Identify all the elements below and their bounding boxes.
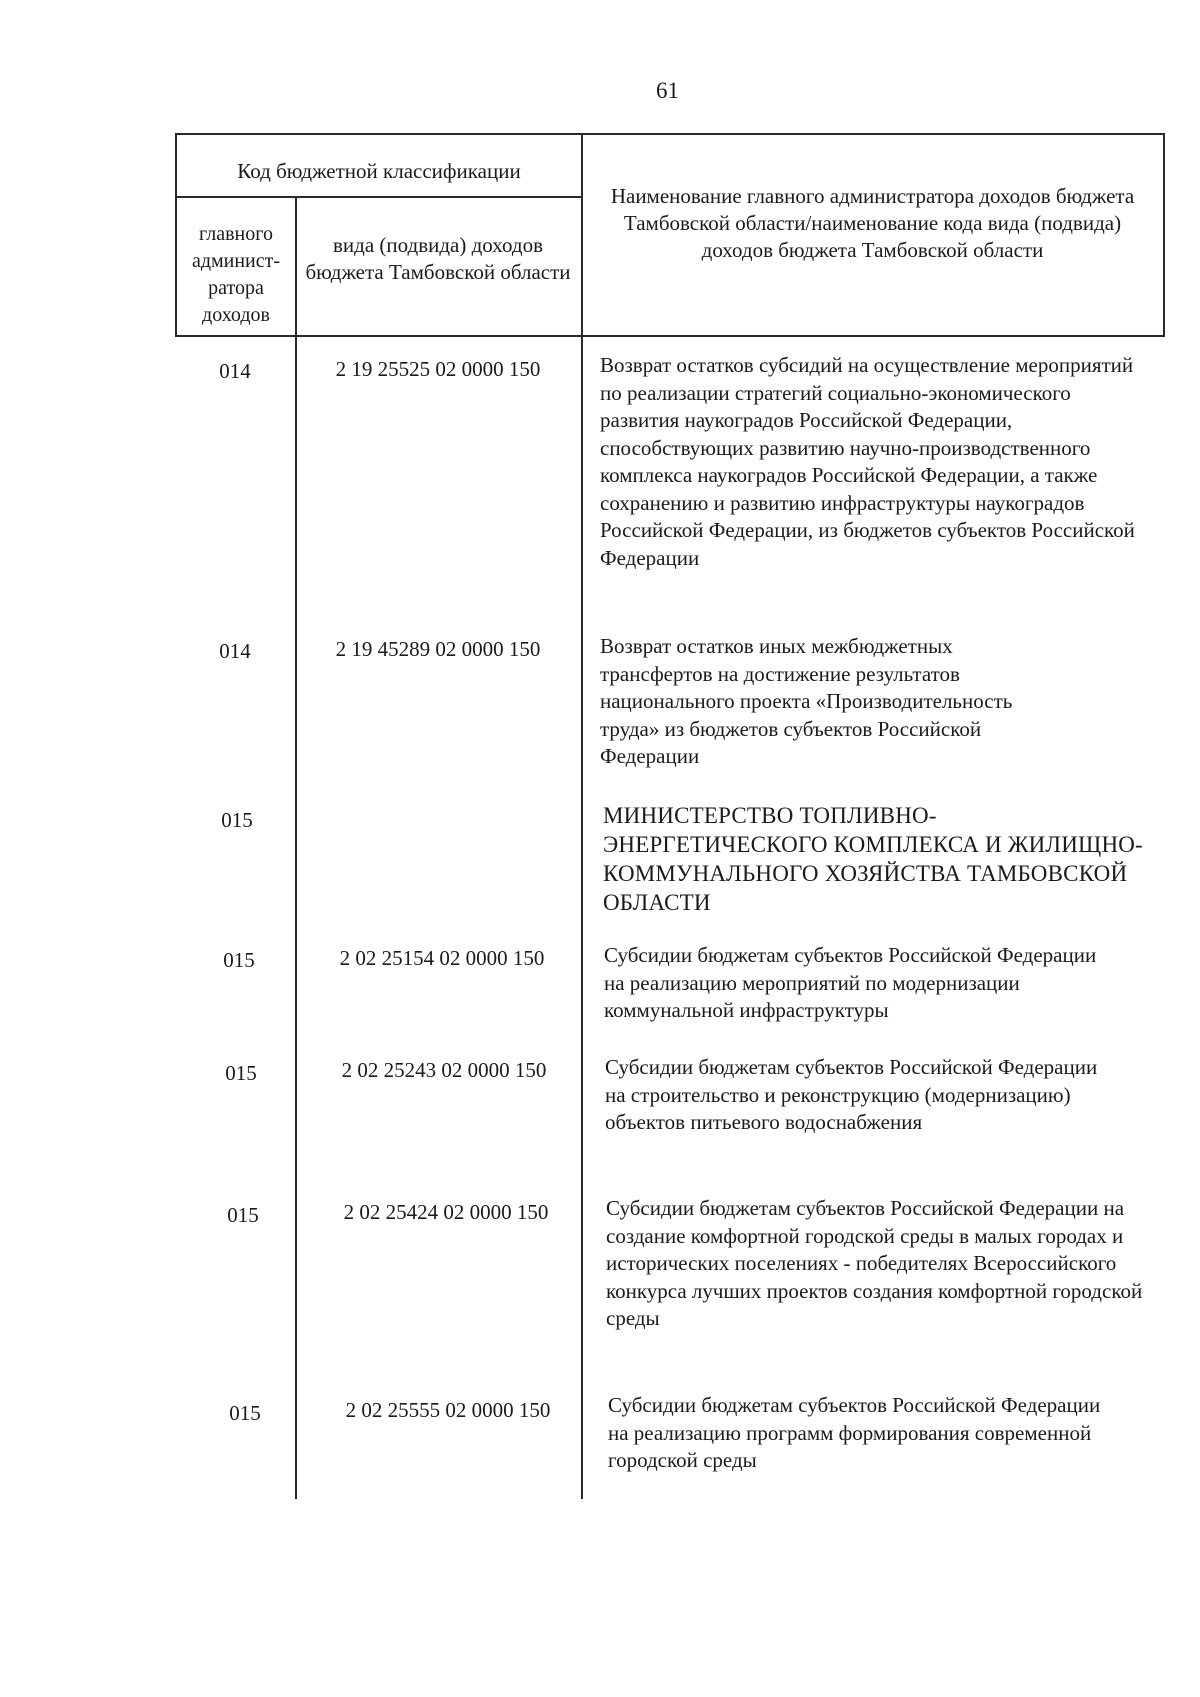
row-description: Субсидии бюджетам субъектов Российской Федерации на реализацию мероприятий по модернизации коммунальной инфраструктуры — [604, 943, 1097, 1022]
admin-code: 015 — [229, 1401, 261, 1425]
row-description: Возврат остатков иных межбюджетных трансфертов на достижение результатов национального проекта «Производительность труда» из бюджетов субъектов Российской Федерации — [600, 634, 1013, 768]
table-header-right-border — [1163, 133, 1165, 335]
column-divider-code — [581, 133, 583, 1499]
table-header-group-divider — [175, 196, 581, 198]
table-header-top-border — [175, 133, 1165, 135]
page-number: 61 — [656, 78, 679, 103]
row-description: Субсидии бюджетам субъектов Российской Федерации на создание комфортной городской среды в малых городах и исторических поселениях - победителях Всероссийского конкурса лучших проектов создания комфортной городской среды — [606, 1196, 1143, 1330]
budget-code: 2 02 25555 02 0000 150 — [345, 1398, 551, 1422]
admin-code: 014 — [219, 359, 251, 383]
table-header-bottom-border — [175, 335, 1165, 337]
row-description: Субсидии бюджетам субъектов Российской Федерации на строительство и реконструкцию (модернизацию) объектов питьевого водоснабжения — [605, 1055, 1098, 1134]
admin-code: 015 — [225, 1061, 257, 1085]
budget-code: 2 19 45289 02 0000 150 — [335, 637, 541, 661]
budget-code: 2 02 25243 02 0000 150 — [341, 1058, 547, 1082]
row-description: Субсидии бюджетам субъектов Российской Федерации на реализацию программ формирования современной городской среды — [608, 1393, 1101, 1472]
row-description: МИНИСТЕРСТВО ТОПЛИВНО-ЭНЕРГЕТИЧЕСКОГО КОМПЛЕКСА И ЖИЛИЩНО-КОММУНАЛЬНОГО ХОЗЯЙСТВА ТАМБОВСКОЙ ОБЛАСТИ — [603, 803, 1143, 915]
admin-code: 014 — [219, 639, 251, 663]
budget-code: 2 02 25154 02 0000 150 — [339, 946, 545, 970]
header-group-title: Код бюджетной классификации — [237, 159, 521, 183]
header-admin-column: главного админист-ратора доходов — [191, 223, 281, 326]
header-name-column: Наименование главного администратора доходов бюджета Тамбовской области/наименование кода вида (подвида) доходов бюджета Тамбовской области — [610, 184, 1135, 262]
admin-code: 015 — [223, 948, 255, 972]
column-divider-admin — [295, 197, 297, 1499]
budget-code: 2 19 25525 02 0000 150 — [335, 357, 541, 381]
row-description: Возврат остатков субсидий на осуществление мероприятий по реализации стратегий социально-экономического развития наукоградов Российской Федерации, способствующих развитию научно-производственного комплекса наукоградов Российской Федерации, а также сохранению и развитию инфраструктуры наукоградов Российской Федерации, из бюджетов субъектов Российской Федерации — [600, 353, 1135, 570]
admin-code: 015 — [227, 1203, 259, 1227]
admin-code: 015 — [221, 808, 253, 832]
budget-code: 2 02 25424 02 0000 150 — [343, 1200, 549, 1224]
header-code-column: вида (подвида) доходов бюджета Тамбовской области — [305, 233, 571, 284]
